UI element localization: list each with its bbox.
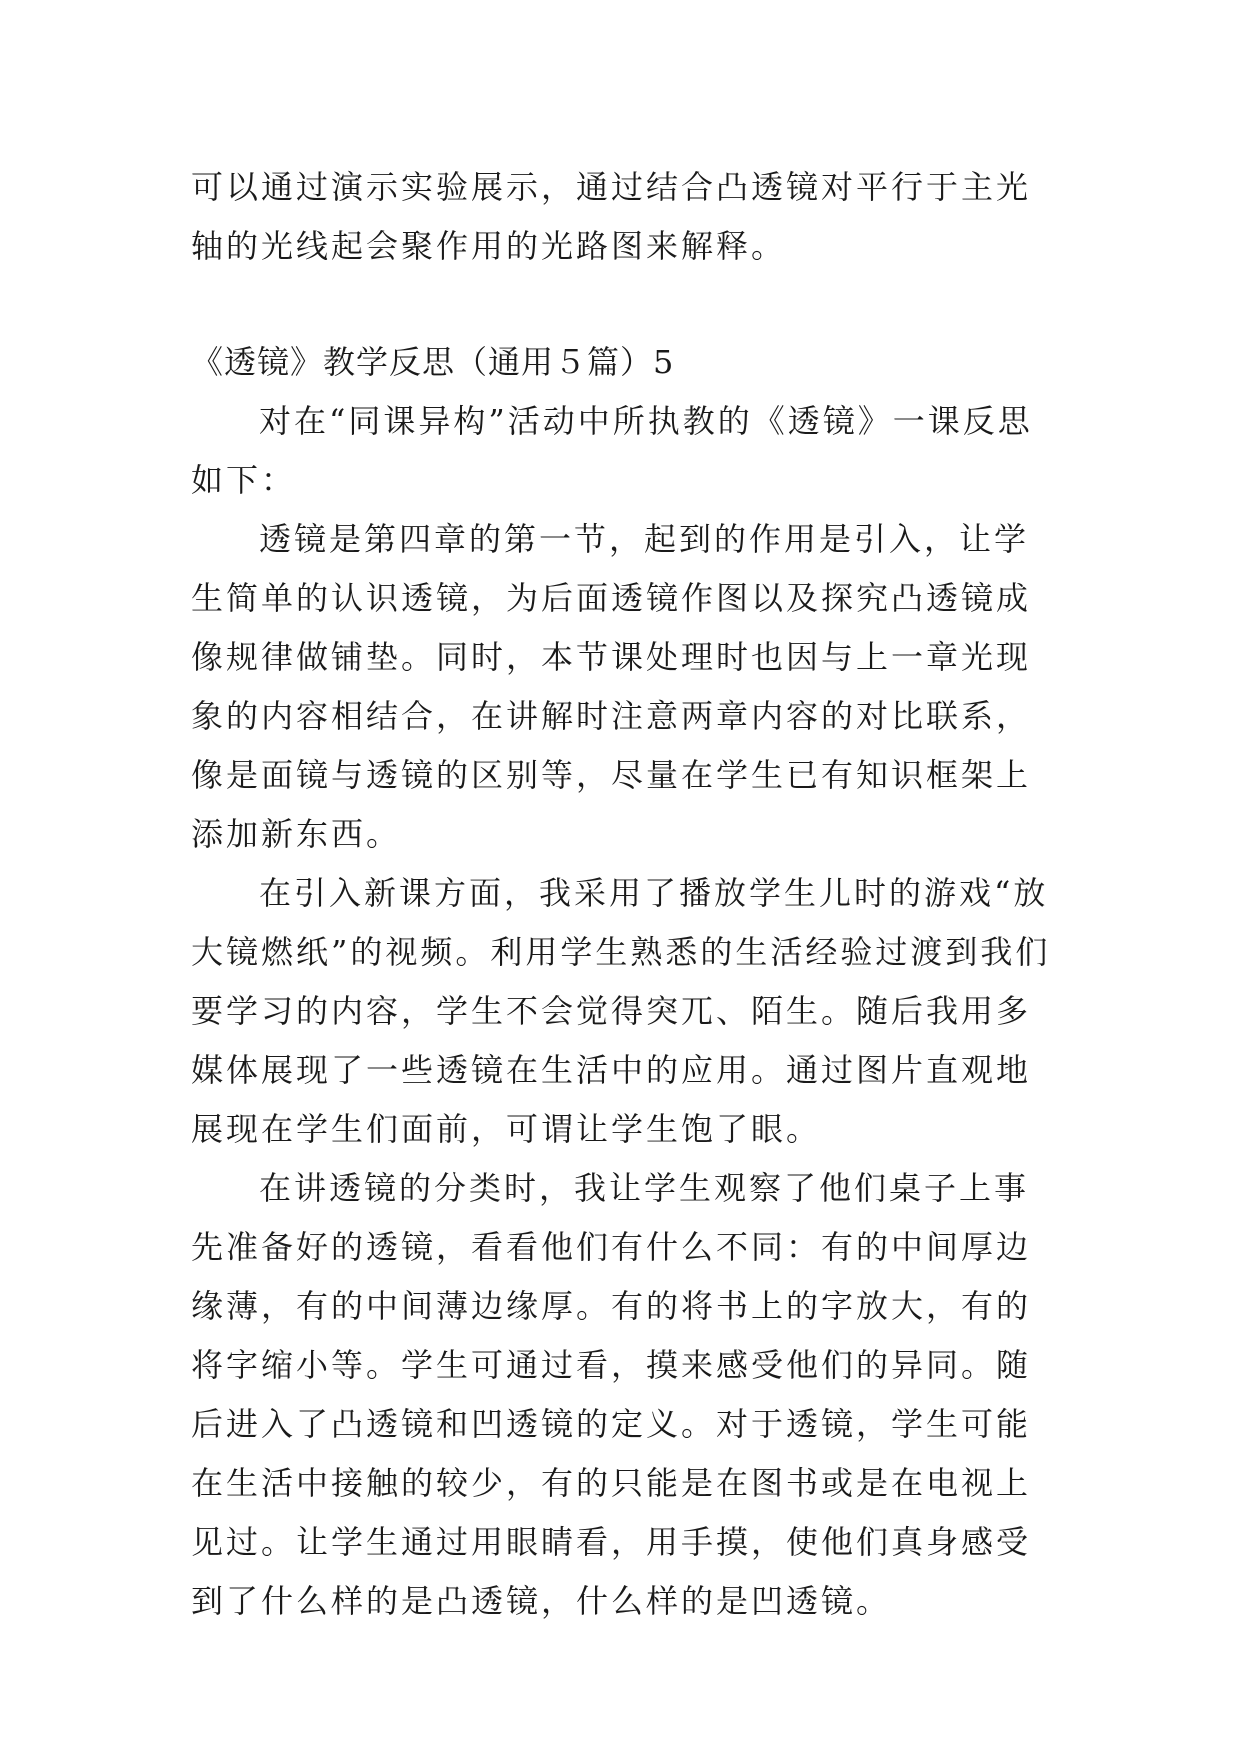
- lead-paragraph: 可以通过演示实验展示，通过结合凸透镜对平行于主光轴的光线起会聚作用的光路图来解释。: [191, 168, 1032, 265]
- paragraph-lesson-role: 透镜是第四章的第一节，起到的作用是引入，让学生简单的认识透镜，为后面透镜作图以及探究凸透镜成像规律做铺垫。同时，本节课处理时也因与上一章光现象的内容相结合，在讲解时注意两章内容的对比联系，像是面镜与透镜的区别等，尽量在学生已有知识框架上添加新东西。: [191, 520, 1032, 853]
- paragraph-introducing-lesson: 在引入新课方面，我采用了播放学生儿时的游戏“放大镜燃纸”的视频。利用学生熟悉的生活经验过渡到我们要学习的内容，学生不会觉得突兀、陌生。随后我用多媒体展现了一些透镜在生活中的应用。通过图片直观地展现在学生们面前，可谓让学生饱了眼。: [191, 874, 1051, 1148]
- lead-paragraph-block: [191, 158, 1061, 276]
- document-body: [191, 392, 1061, 1631]
- paragraph-lens-classification: 在讲透镜的分类时，我让学生观察了他们桌子上事先准备好的透镜，看看他们有什么不同：有的中间厚边缘薄，有的中间薄边缘厚。有的将书上的字放大，有的将字缩小等。学生可通过看，摸来感受他们的异同。随后进入了凸透镜和凹透镜的定义。对于透镜，学生可能在生活中接触的较少，有的只能是在图书或是在电视上见过。让学生通过用眼睛看，用手摸，使他们真身感受到了什么样的是凸透镜，什么样的是凹透镜。: [191, 1169, 1032, 1620]
- paragraph-intro: 对在“同课异构”活动中所执教的《透镜》一课反思如下：: [191, 402, 1033, 499]
- section-heading: 《透镜》教学反思（通用５篇）5: [191, 343, 675, 381]
